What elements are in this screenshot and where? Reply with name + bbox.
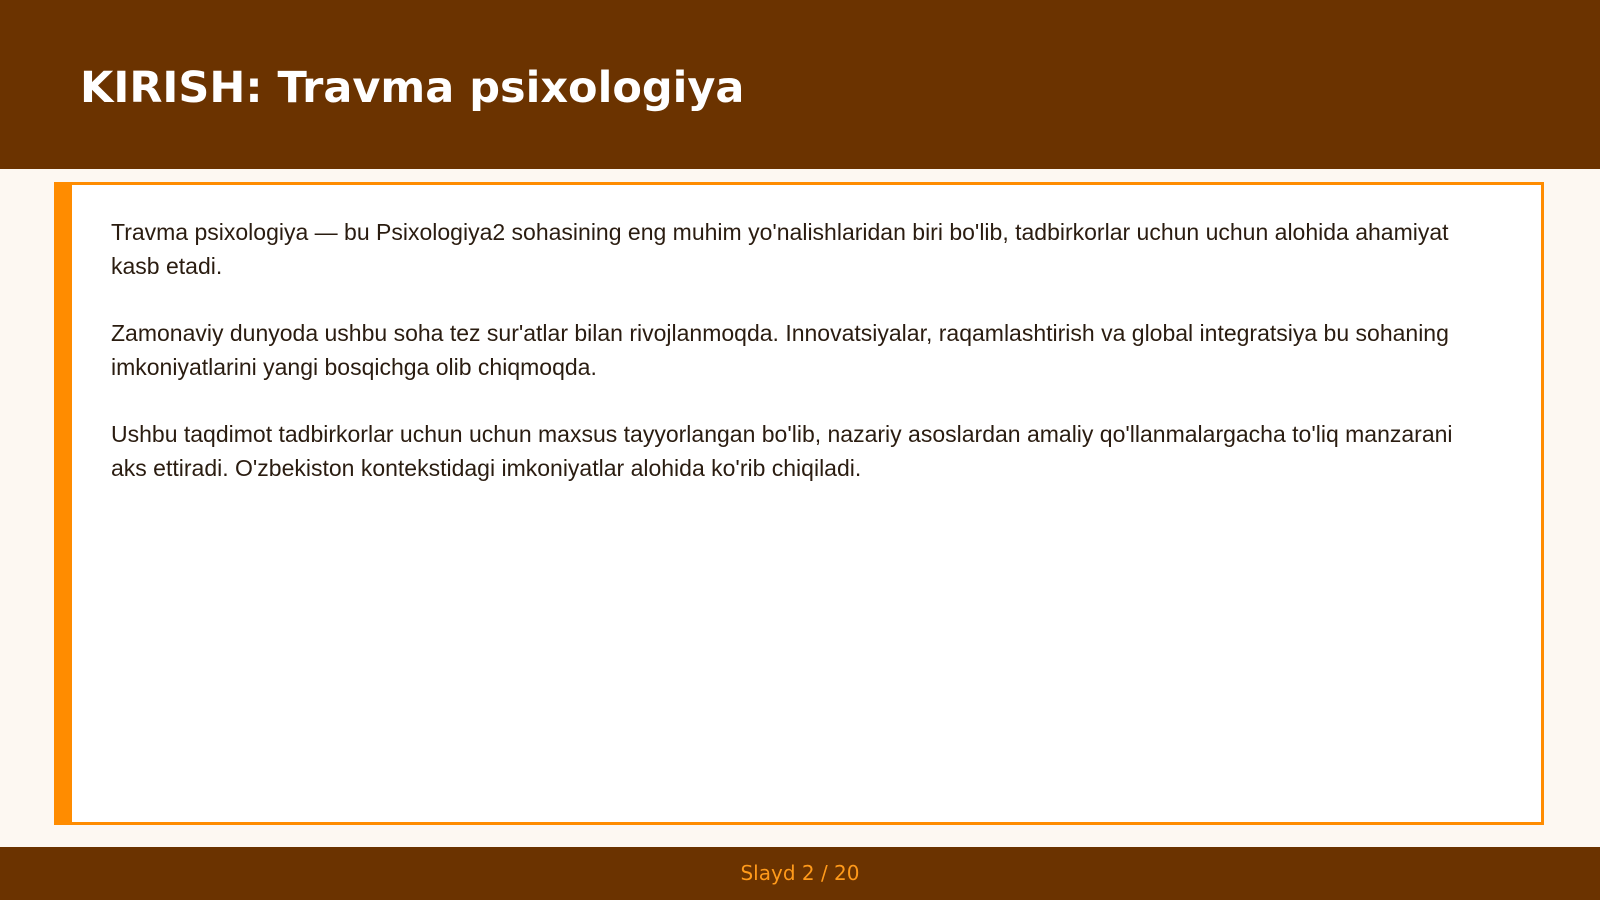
paragraph-intro: Travma psixologiya — bu Psixologiya2 sohasining eng muhim yo'nalishlaridan biri bo'lib, tadbirkorlar uchun uchun alohida ahamiyat kasb etadi. [111,219,1449,279]
paragraph-presentation-purpose: Ushbu taqdimot tadbirkorlar uchun uchun maxsus tayyorlangan bo'lib, nazariy asoslardan amaliy qo'llanmalargacha to'liq manzarani aks ettiradi. O'zbekiston kontekstidagi imkoniyatlar alohida ko'rib chiqiladi. [111,421,1453,481]
slide-counter: Slayd 2 / 20 [740,861,860,885]
content-paragraphs [111,215,1491,518]
slide-header [0,0,1600,169]
content-box [54,182,1544,825]
slide-footer [0,847,1600,900]
slide-title: KIRISH: Travma psixologiya [80,63,745,113]
paragraph-modern-world: Zamonaviy dunyoda ushbu soha tez sur'atlar bilan rivojlanmoqda. Innovatsiyalar, raqamlashtirish va global integratsiya bu sohaning imkoniyatlarini yangi bosqichga olib chiqmoqda. [111,320,1449,380]
